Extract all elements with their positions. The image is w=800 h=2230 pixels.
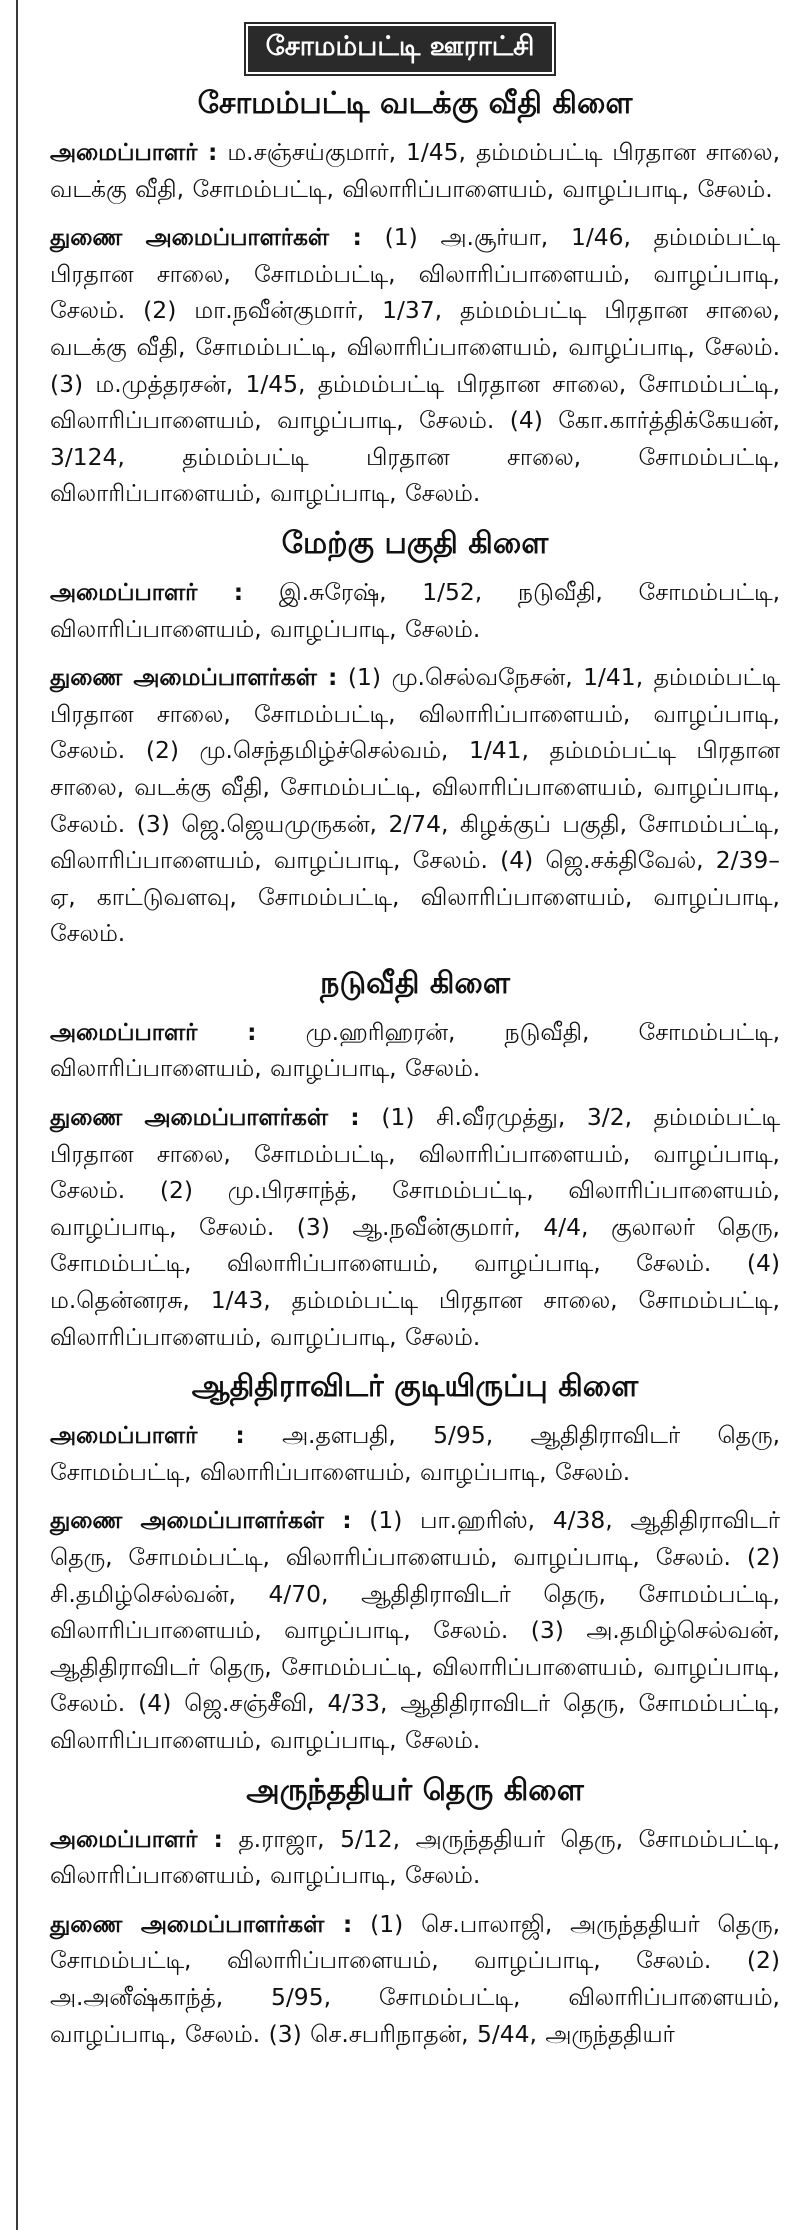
deputies-paragraph	[50, 1906, 780, 2052]
organizer-paragraph	[50, 134, 780, 207]
branch-section	[50, 1367, 780, 1758]
deputies-paragraph	[50, 219, 780, 512]
section-title: ஆதிதிராவிடர் குடியிருப்பு கிளை	[191, 1369, 639, 1405]
branch-section	[50, 964, 780, 1355]
branch-section	[50, 524, 780, 952]
organizer-paragraph	[50, 1821, 780, 1894]
deputies-text: (1) மு.செல்வநேசன், 1/41, தம்மம்பட்டி பிரதான சாலை, சோமம்பட்டி, விலாரிப்பாளையம், வாழப்பாடி, சேலம். (2) மு.செந்தமிழ்ச்செல்வம், 1/41, தம்மம்பட்டி பிரதான சாலை, வடக்கு வீதி, சோமம்பட்டி, விலாரிப்பாளையம், வாழப்பாடி, சேலம். (3) ஜெ.ஜெயமுருகன், 2/74, கிழக்குப் பகுதி, சோமம்பட்டி, விலாரிப்பாளையம், வாழப்பாடி, சேலம். (4) ஜெ.சக்திவேல், 2/39–ஏ, காட்டுவளவு, சோமம்பட்டி, விலாரிப்பாளையம், வாழப்பாடி, சேலம்.	[50, 663, 780, 948]
deputies-text: (1) சி.வீரமுத்து, 3/2, தம்மம்பட்டி பிரதான சாலை, சோமம்பட்டி, விலாரிப்பாளையம், வாழப்பாடி, சேலம். (2) மு.பிரசாந்த், சோமம்பட்டி, விலாரிப்பாளையம், வாழப்பாடி, சேலம். (3) ஆ.நவீன்குமார், 4/4, குலாலர் தெரு, சோமம்பட்டி, விலாரிப்பாளையம், வாழப்பாடி, சேலம். (4) ம.தென்னரசு, 1/43, தம்மம்பட்டி பிரதான சாலை, சோமம்பட்டி, விலாரிப்பாளையம், வாழப்பாடி, சேலம்.	[50, 1103, 781, 1351]
deputies-paragraph	[50, 659, 780, 952]
organizer-text: ம.சஞ்சய்குமார், 1/45, தம்மம்பட்டி பிரதான சாலை, வடக்கு வீதி, சோமம்பட்டி, விலாரிப்பாளையம், வாழப்பாடி, சேலம்.	[50, 138, 781, 203]
section-title: நடுவீதி கிளை	[320, 965, 510, 1001]
deputies-label: துணை அமைப்பாளர்கள் :	[50, 1506, 352, 1535]
section-title: மேற்கு பகுதி கிளை	[281, 525, 549, 561]
branch-section	[50, 1771, 780, 2053]
branch-section	[50, 84, 780, 512]
organizer-text: இ.சுரேஷ், 1/52, நடுவீதி, சோமம்பட்டி, விலாரிப்பாளையம், வாழப்பாடி, சேலம்.	[50, 577, 781, 643]
organizer-label: அமைப்பாளர் :	[50, 1017, 257, 1046]
section-title: அருந்ததியர் தெரு கிளை	[246, 1772, 584, 1808]
page-title: சோமம்பட்டி ஊராட்சி	[248, 26, 553, 72]
organizer-text: மு.ஹரிஹரன், நடுவீதி, சோமம்பட்டி, விலாரிப்பாளையம், வாழப்பாடி, சேலம்.	[50, 1017, 781, 1083]
deputies-text: (1) அ.சூர்யா, 1/46, தம்மம்பட்டி பிரதான சாலை, சோமம்பட்டி, விலாரிப்பாளையம், வாழப்பாடி, சேலம். (2) மா.நவீன்குமார், 1/37, தம்மம்பட்டி பிரதான சாலை, வடக்கு வீதி, சோமம்பட்டி, விலாரிப்பாளையம், வாழப்பாடி, சேலம். (3) ம.முத்தரசன், 1/45, தம்மம்பட்டி பிரதான சாலை, சோமம்பட்டி, விலாரிப்பாளையம், வாழப்பாடி, சேலம். (4) கோ.கார்த்திக்கேயன், 3/124, தம்மம்பட்டி பிரதான சாலை, சோமம்பட்டி, விலாரிப்பாளையம், வாழப்பாடி, சேலம்.	[50, 223, 780, 508]
deputies-paragraph	[50, 1099, 780, 1355]
left-border-rule	[16, 0, 18, 2230]
deputies-label: துணை அமைப்பாளர்கள் :	[50, 1909, 353, 1938]
deputies-label: துணை அமைப்பாளர்கள் :	[50, 223, 362, 252]
organizer-paragraph	[50, 574, 780, 647]
organizer-label: அமைப்பாளர் :	[50, 1824, 223, 1853]
organizer-text: த.ராஜா, 5/12, அருந்ததியர் தெரு, சோமம்பட்டி, விலாரிப்பாளையம், வாழப்பாடி, சேலம்.	[50, 1824, 781, 1890]
organizer-label: அமைப்பாளர் :	[50, 577, 244, 606]
section-title: சோமம்பட்டி வடக்கு வீதி கிளை	[197, 86, 633, 121]
deputies-label: துணை அமைப்பாளர்கள் :	[50, 1103, 360, 1132]
deputies-label: துணை அமைப்பாளர்கள் :	[50, 663, 338, 692]
document-body	[50, 80, 780, 2064]
organizer-paragraph	[50, 1014, 780, 1087]
organizer-text: அ.தளபதி, 5/95, ஆதிதிராவிடர் தெரு, சோமம்பட்டி, விலாரிப்பாளையம், வாழப்பாடி, சேலம்.	[50, 1421, 781, 1486]
organizer-label: அமைப்பாளர் :	[50, 1421, 245, 1450]
deputies-text: (1) செ.பாலாஜி, அருந்ததியர் தெரு, சோமம்பட்டி, விலாரிப்பாளையம், வாழப்பாடி, சேலம். (2) அ.அனீஷ்காந்த், 5/95, சோமம்பட்டி, விலாரிப்பாளையம், வாழப்பாடி, சேலம். (3) செ.சபரிநாதன், 5/44, அருந்ததியர்	[50, 1909, 781, 2048]
deputies-text: (1) பா.ஹரிஸ், 4/38, ஆதிதிராவிடர் தெரு, சோமம்பட்டி, விலாரிப்பாளையம், வாழப்பாடி, சேலம். (2) சி.தமிழ்செல்வன், 4/70, ஆதிதிராவிடர் தெரு, சோமம்பட்டி, விலாரிப்பாளையம், வாழப்பாடி, சேலம். (3) அ.தமிழ்செல்வன், ஆதிதிராவிடர் தெரு, சோமம்பட்டி, விலாரிப்பாளையம், வாழப்பாடி, சேலம். (4) ஜெ.சஞ்சீவி, 4/33, ஆதிதிராவிடர் தெரு, சோமம்பட்டி, விலாரிப்பாளையம், வாழப்பாடி, சேலம்.	[50, 1506, 781, 1754]
deputies-paragraph	[50, 1502, 780, 1758]
organizer-paragraph	[50, 1417, 780, 1490]
organizer-label: அமைப்பாளர் :	[50, 138, 218, 166]
header	[0, 0, 800, 60]
